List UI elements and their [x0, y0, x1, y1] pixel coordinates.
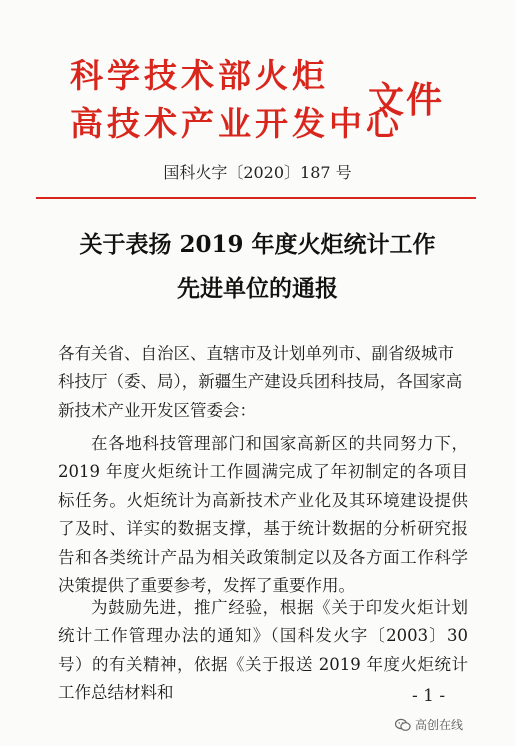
issuing-org-line2: 高技术产业开发中心	[70, 104, 403, 143]
page-number: - 1 -	[412, 686, 446, 706]
watermark-text: 高创在线	[415, 718, 464, 732]
document-title-line1: 关于表扬 2019 年度火炬统计工作	[79, 231, 436, 258]
document-word: 文件	[368, 79, 445, 121]
issuing-org-line1: 科学技术部火炬	[70, 56, 329, 95]
source-watermark	[395, 716, 463, 733]
wechat-icon	[395, 718, 411, 732]
document-title-line2: 先进单位的通报	[177, 275, 338, 302]
document-number: 国科火字〔2020〕187 号	[163, 163, 352, 182]
body-paragraph-2: 为鼓励先进，推广经验，根据《关于印发火炬计划统计工作管理办法的通知》（国科发火字〔2003〕30 号）的有关精神，依据《关于报送 2019 年度火炬统计工作总结材料和	[58, 598, 468, 703]
body-paragraph-1: 在各地科技管理部门和国家高新区的共同努力下，2019 年度火炬统计工作圆满完成了年初制定的各项目标任务。火炬统计为高新技术产业化及其环境建设提供了及时、详实的数据支撑，基于统计数据的分析研究报告和各类统计产品为相关政策制定以及各方面工作科学决策提供了重要参考，发挥了重要作用。	[58, 434, 468, 596]
red-divider-line	[36, 197, 476, 199]
addressee-paragraph: 各有关省、自治区、直辖市及计划单列市、副省级城市科技厅（委、局），新疆生产建设兵团科技局，各国家高新技术产业开发区管委会：	[58, 344, 463, 420]
